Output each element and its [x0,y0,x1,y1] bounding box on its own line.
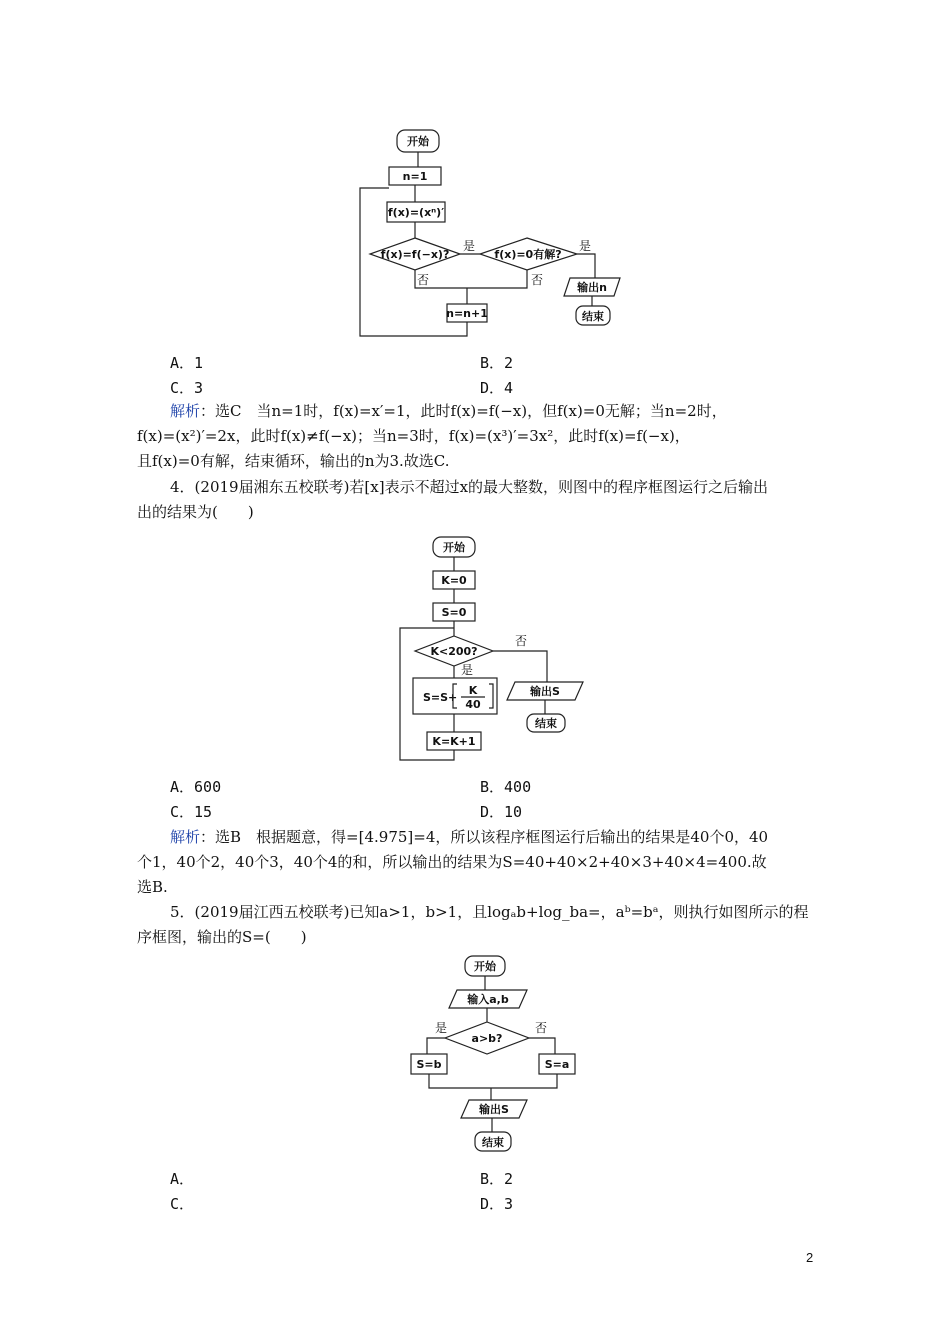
page-number: 2 [806,1250,814,1265]
q3-option-c: C．3 [170,379,204,397]
fc3-output: 输出S [479,1103,509,1116]
fc2-no: 否 [515,634,528,648]
fc1-no2: 否 [531,273,544,287]
fc2-end: 结束 [535,717,557,730]
fc2-cond: K<200? [430,645,478,658]
q4-solution-line-3: 选B. [137,878,168,896]
fc1-yes2: 是 [579,239,592,253]
fc2-start: 开始 [443,541,465,554]
q3-solution-line-2: f(x)=(x²)′=2x，此时f(x)≠f(−x)；当n=3时，f(x)=(x³)′=3x²，此时f(x)=f(−x)， [137,427,690,445]
q4-option-a: A．600 [170,778,222,796]
q5-stem-line-1: 5．(2019届江西五校联考)已知a>1，b>1，且logₐb+log_ba=，aᵇ=bᵃ，则执行如图所示的程 [170,903,809,921]
q5-option-b: B．2 [480,1170,514,1188]
fc1-incr: n=n+1 [446,307,488,320]
fc1-end: 结束 [582,310,604,323]
q4-solution-text-1: ：选B 根据题意，得=[4.975]=4，所以该程序框图运行后输出的结果是40个0，40 [200,828,769,846]
q4-stem-line-1: 4．(2019届湘东五校联考)若[x]表示不超过x的最大整数，则图中的程序框图运行之后输出 [170,478,769,496]
fc3-yes: 是 [435,1021,448,1035]
fc2-k0: K=0 [441,574,467,587]
fc1-deriv: f(x)=(xⁿ)′ [387,206,445,219]
q5-option-d: D．3 [480,1195,514,1213]
q5-stem-line-2: 序框图，输出的S=( ) [137,928,307,946]
q4-solution-line-2: 个1，40个2，40个3，40个4的和，所以输出的结果为S=40+40×2+40×3+40×4=400.故 [137,853,767,871]
fc2-body: S=S+ [423,691,458,704]
fc3-no: 否 [535,1021,548,1035]
q4-solution-label: 解析 [170,828,201,846]
fc1-output: 输出n [577,281,607,294]
q3-solution-line-1 [170,400,727,422]
q3-option-a: A．1 [170,354,204,372]
q4-stem-line-2: 出的结果为( ) [137,503,254,521]
fc3-cond: a>b? [471,1032,503,1045]
fc3-end: 结束 [482,1136,504,1149]
fc2-frac-den: 40 [465,698,481,711]
fc2-output: 输出S [530,685,560,698]
fc2-incr: K=K+1 [432,735,476,748]
fc1-cond2: f(x)=0有解? [494,248,562,261]
fc1-cond1: f(x)=f(−x)? [380,248,450,261]
fc3-right: S=a [544,1058,570,1071]
q4-option-c: C．15 [170,803,213,821]
q3-solution-text-1: ：选C 当n=1时，f(x)=x′=1，此时f(x)=f(−x)，但f(x)=0无解；当n=2时， [200,402,727,420]
fc1-yes1: 是 [463,239,476,253]
q3-solution-line-3: 且f(x)=0有解，结束循环，输出的n为3.故选C. [137,452,450,470]
flowchart-3 [405,952,580,1157]
fc1-init: n=1 [402,170,428,183]
fc1-start: 开始 [407,135,429,148]
fc1-no1: 否 [417,273,430,287]
q4-solution-line-1 [170,826,768,848]
q5-option-c: C． [170,1195,195,1213]
q3-option-d: D．4 [480,379,514,397]
fc3-left: S=b [416,1058,442,1071]
q5-option-a: A． [170,1170,195,1188]
q4-option-d: D．10 [480,803,523,821]
q3-option-b: B．2 [480,354,514,372]
q3-solution-label: 解析 [170,402,201,420]
q4-option-b: B．400 [480,778,532,796]
fc3-input: 输入a,b [467,993,509,1006]
fc2-frac-num: K [468,684,478,697]
fc2-yes: 是 [461,663,474,677]
fc2-s0: S=0 [441,606,467,619]
fc3-start: 开始 [474,960,496,973]
flowchart-1 [355,124,635,346]
flowchart-2 [395,532,595,764]
